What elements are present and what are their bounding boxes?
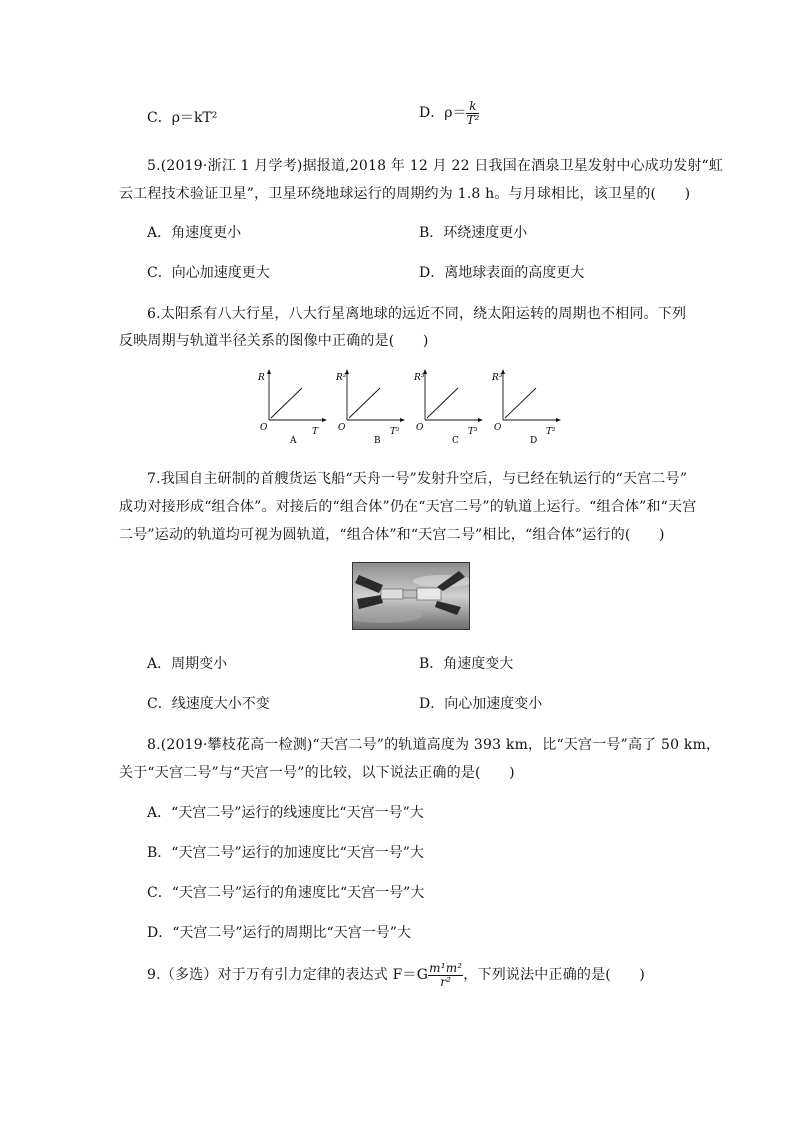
q4-option-d-fraction: [466, 100, 479, 126]
q4-option-d-numerator: k: [466, 100, 479, 114]
q9-stem: [147, 962, 645, 988]
q6-graph-c-y-label: R³: [414, 373, 425, 383]
q5-option-b: B．环绕速度更小: [419, 225, 528, 241]
q8-option-c: C．“天宫二号”运行的角速度比“天宫一号”大: [147, 885, 425, 901]
q6-graph-c-x-label: T³: [468, 427, 478, 437]
q7-option-d: D．向心加速度变小: [419, 696, 543, 712]
q9-stem-suffix: ，下列说法中正确的是( ): [463, 967, 646, 984]
q8-option-b: B．“天宫二号”运行的加速度比“天宫一号”大: [147, 845, 424, 861]
q6-graph-b-x-label: T²: [390, 427, 400, 437]
q6-graph-a-x-label: T: [312, 427, 319, 437]
q6-stem-line2: 反映周期与轨道半径关系的图像中正确的是( ): [119, 333, 429, 349]
q6-graph-a: [256, 368, 330, 446]
q6-graph-d-y-label: R³: [492, 373, 503, 383]
q7-option-b: B．角速度变大: [419, 656, 514, 672]
q4-option-d-denominator: T²: [466, 112, 480, 127]
q7-option-a: A．周期变小: [147, 656, 228, 672]
q6-graph-d: [490, 368, 564, 446]
q6-graph-b-caption: B: [374, 436, 381, 446]
q6-graph-a-y-label: R: [258, 373, 265, 383]
q9-stem-prefix: 9.（多选）对于万有引力定律的表达式 F＝G: [147, 967, 429, 984]
q5-option-c: C．向心加速度更大: [147, 265, 270, 281]
q6-graph-b: [334, 368, 408, 446]
q9-formula-numerator: m¹m²: [429, 961, 463, 975]
spacecraft-photo: [352, 562, 470, 630]
q6-graph-c-origin: O: [416, 423, 424, 433]
q4-option-d: [419, 100, 479, 126]
q6-graph-a-origin: O: [260, 423, 268, 433]
q6-graph-c-caption: C: [452, 436, 459, 446]
q6-graph-d-origin: O: [494, 423, 502, 433]
q9-formula-denominator: r²: [440, 974, 452, 989]
q4-option-c: C．ρ＝kT²: [147, 110, 218, 126]
q5-stem-line2: 云工程技术验证卫星”，卫星环绕地球运行的周期约为 1.8 h。与月球相比，该卫星的( ): [119, 186, 691, 202]
q6-graph-c: [412, 368, 486, 446]
q6-graph-d-caption: D: [530, 436, 538, 446]
q7-stem-line2: 成功对接形成“组合体”。对接后的“组合体”仍在“天宫二号”的轨道上运行。“组合体”和“天宫: [119, 499, 697, 515]
q5-option-d: D．离地球表面的高度更大: [419, 265, 585, 281]
q6-stem-line1: 6.太阳系有八大行星，八大行星离地球的远近不同，绕太阳运转的周期也不相同。下列: [147, 306, 687, 322]
q7-stem-line3: 二号”运动的轨道均可视为圆轨道，“组合体”和“天宫二号”相比，“组合体”运行的( ): [119, 527, 665, 543]
q8-stem-line2: 关于“天宫二号”与“天宫一号”的比较，以下说法正确的是( ): [119, 765, 515, 781]
q4-option-d-prefix: D．ρ＝: [419, 105, 467, 122]
q7-option-c: C．线速度大小不变: [147, 696, 270, 712]
q6-graph-b-origin: O: [338, 423, 346, 433]
q8-stem-line1: 8.(2019·攀枝花高一检测)“天宫二号”的轨道高度为 393 km，比“天宫一号”高了 50 km，: [147, 737, 721, 753]
q5-stem-line1: 5.(2019·浙江 1 月学考)据报道,2018 年 12 月 22 日我国在酒泉卫星发射中心成功发射“虹: [147, 158, 724, 174]
q8-option-d: D．“天宫二号”运行的周期比“天宫一号”大: [147, 925, 411, 941]
q7-stem-line1: 7.我国自主研制的首艘货运飞船“天舟一号”发射升空后，与已经在轨运行的“天宫二号”: [147, 471, 688, 487]
q5-option-a: A．角速度更小: [147, 225, 242, 241]
q6-graph-b-y-label: R²: [336, 373, 347, 383]
q8-option-a: A．“天宫二号”运行的线速度比“天宫一号”大: [147, 805, 424, 821]
q6-graph-d-x-label: T²: [546, 427, 556, 437]
q9-formula-fraction: [428, 962, 463, 988]
q6-graph-a-caption: A: [290, 436, 297, 446]
